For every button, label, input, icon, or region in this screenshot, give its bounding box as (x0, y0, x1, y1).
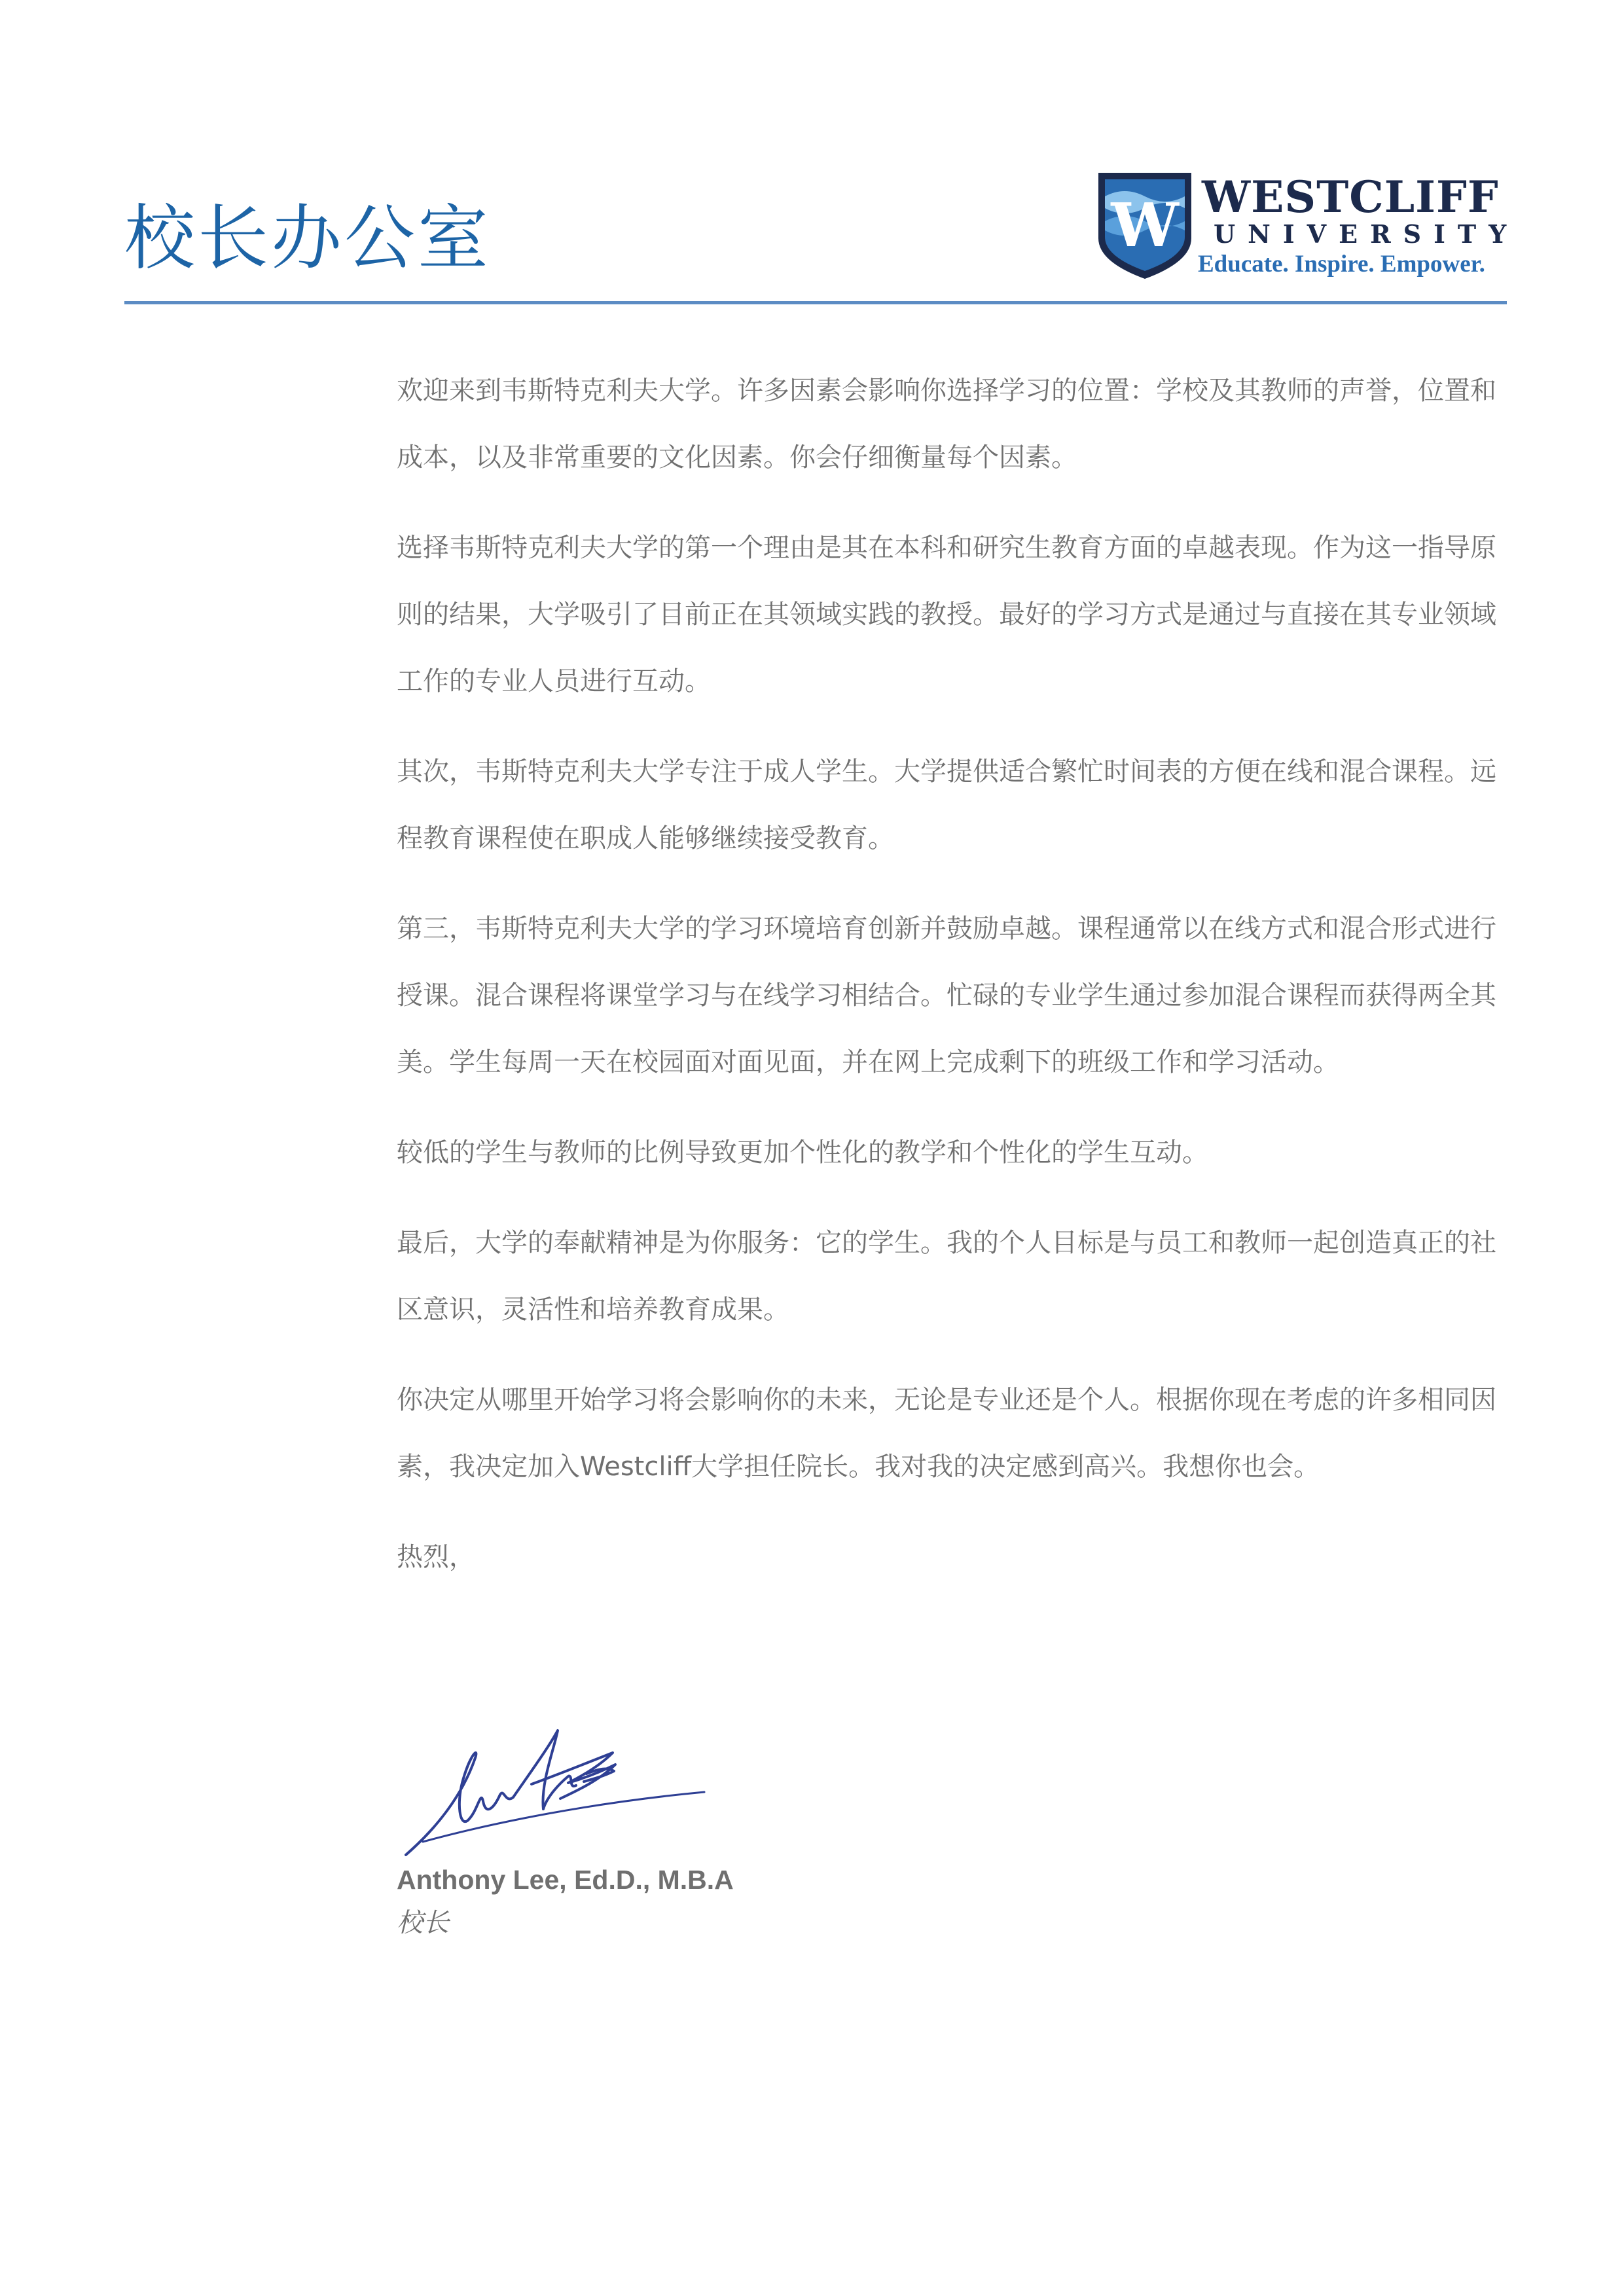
letter-body (397, 357, 1507, 1614)
signer-name: Anthony Lee, Ed.D., M.B.A (397, 1865, 734, 1895)
paragraph: 第三，韦斯特克利夫大学的学习环境培育创新并鼓励卓越。课程通常以在线方式和混合形式进行授课。混合课程将课堂学习与在线学习相结合。忙碌的专业学生通过参加混合课程而获得两全其美。学生每周一天在校园面对面见面，并在网上完成剩下的班级工作和学习活动。 (397, 914, 1496, 1077)
shield-letter: W (1111, 190, 1179, 260)
westcliff-logo (1096, 170, 1519, 281)
logo-sub: UNIVERSITY (1214, 219, 1519, 249)
closing-salutation: 热烈， (397, 1542, 475, 1572)
paragraph: 欢迎来到韦斯特克利夫大学。许多因素会影响你选择学习的位置：学校及其教师的声誉，位置和成本，以及非常重要的文化因素。你会仔细衡量每个因素。 (397, 376, 1496, 473)
paragraph: 最后，大学的奉献精神是为你服务：它的学生。我的个人目标是与员工和教师一起创造真正的社区意识，灵活性和培养教育成果。 (397, 1228, 1496, 1325)
paragraph: 你决定从哪里开始学习将会影响你的未来，无论是专业还是个人。根据你现在考虑的许多相同因素，我决定加入Westcliff大学担任院长。我对我的决定感到高兴。我想你也会。 (397, 1385, 1496, 1482)
signature-image (397, 1711, 724, 1868)
signature-underline (423, 1792, 704, 1842)
signature-stroke (406, 1753, 513, 1855)
shield-icon (1096, 170, 1194, 281)
logo-name: WESTCLIFF (1202, 171, 1499, 223)
paragraph: 选择韦斯特克利夫大学的第一个理由是其在本科和研究生教育方面的卓越表现。作为这一指导原则的结果，大学吸引了目前正在其领域实践的教授。最好的学习方式是通过与直接在其专业领域工作的专业人员进行互动。 (397, 533, 1496, 696)
office-title: 校长办公室 (124, 198, 492, 279)
logo-tagline: Educate. Inspire. Empower. (1198, 251, 1485, 278)
paragraph: 较低的学生与教师的比例导致更加个性化的教学和个性化的学生互动。 (397, 1138, 1208, 1168)
letterhead (124, 170, 1519, 304)
signer-title: 校长 (397, 1908, 449, 1938)
paragraph: 其次，韦斯特克利夫大学专注于成人学生。大学提供适合繁忙时间表的方便在线和混合课程。远程教育课程使在职成人能够继续接受教育。 (397, 757, 1496, 853)
